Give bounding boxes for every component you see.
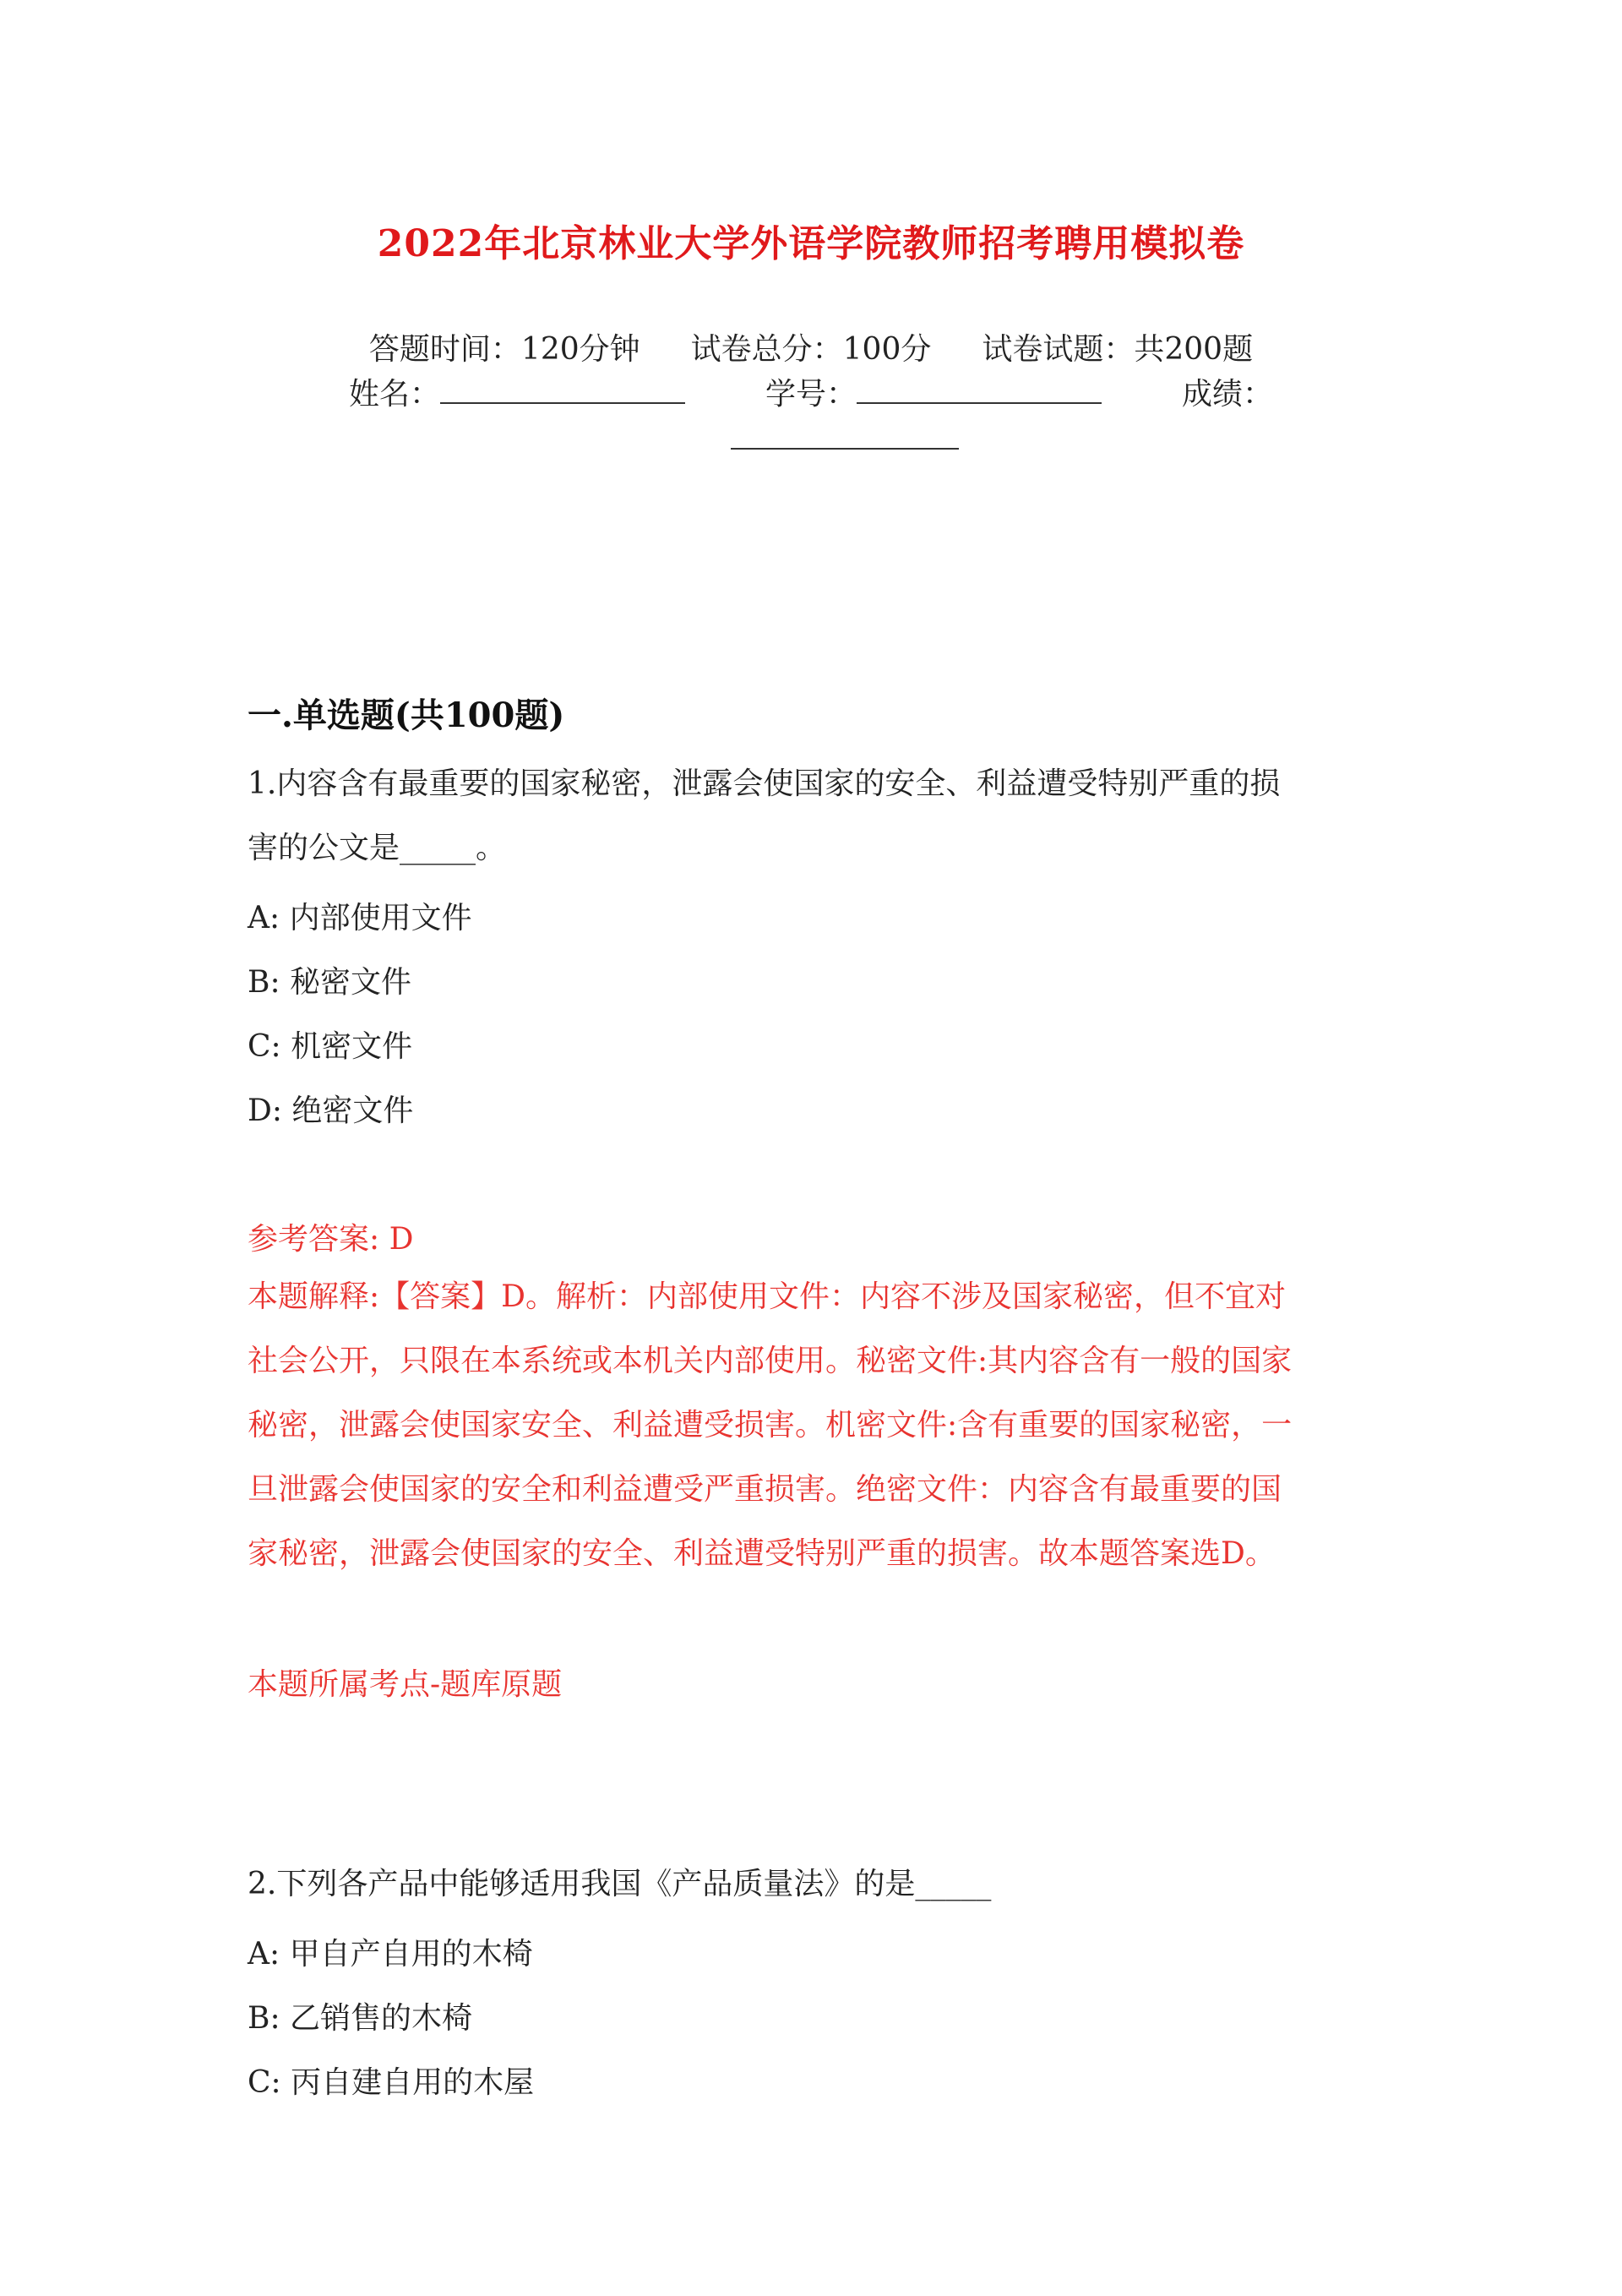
question-1-topic: 本题所属考点-题库原题 (248, 1667, 563, 1702)
exam-time: 答题时间：120分钟 (368, 332, 640, 367)
explanation-line: 秘密，泄露会使国家安全、利益遭受损害。机密文件:含有重要的国家秘密，一 (248, 1408, 1293, 1442)
exam-total-score: 试卷总分：100分 (690, 332, 932, 367)
question-1-stem-line-1: 1.内容含有最重要的国家秘密，泄露会使国家的安全、利益遭受特别严重的损 (248, 766, 1281, 801)
score-label: 成绩： (1182, 377, 1274, 412)
question-2-stem-line-1: 2.下列各产品中能够适用我国《产品质量法》的是_____ (248, 1867, 992, 1901)
question-1-answer: 参考答案: D (248, 1222, 414, 1257)
exam-title: 2022年北京林业大学外语学院教师招考聘用模拟卷 (377, 222, 1245, 265)
exam-meta-line (0, 325, 1622, 368)
question-1-option-a: A: 内部使用文件 (248, 901, 472, 935)
question-1-option-b: B: 秘密文件 (248, 965, 412, 1000)
score-blank (731, 423, 959, 450)
explanation-line: 旦泄露会使国家的安全和利益遭受严重损害。绝密文件：内容含有最重要的国 (248, 1472, 1282, 1507)
question-2-option-c: C: 丙自建自用的木屋 (248, 2065, 535, 2100)
question-2-option-a: A: 甲自产自用的木椅 (248, 1937, 533, 1972)
exam-total-questions: 试卷试题：共200题 (982, 332, 1254, 367)
explanation-line: 家秘密，泄露会使国家的安全、利益遭受特别严重的损害。故本题答案选D。 (248, 1536, 1276, 1571)
id-label: 学号： (765, 377, 857, 412)
question-1-stem-line-2: 害的公文是_____。 (248, 831, 507, 865)
question-1-option-c: C: 机密文件 (248, 1029, 413, 1064)
name-label: 姓名： (348, 377, 440, 412)
question-1-explanation (248, 1265, 1380, 1586)
explanation-line: 本题解释:【答案】D。解析：内部使用文件：内容不涉及国家秘密，但不宜对 (248, 1279, 1286, 1314)
exam-fields-line (0, 370, 1622, 413)
question-2-stem (248, 1852, 1380, 1917)
explanation-line: 社会公开，只限在本系统或本机关内部使用。秘密文件:其内容含有一般的国家 (248, 1344, 1293, 1378)
question-1-stem (248, 752, 1380, 881)
question-1-option-d: D: 绝密文件 (248, 1093, 414, 1128)
name-blank (440, 377, 685, 404)
id-blank (857, 377, 1102, 404)
question-2-option-b: B: 乙销售的木椅 (248, 2001, 473, 2036)
section-title: 一.单选题(共100题) (248, 695, 565, 735)
